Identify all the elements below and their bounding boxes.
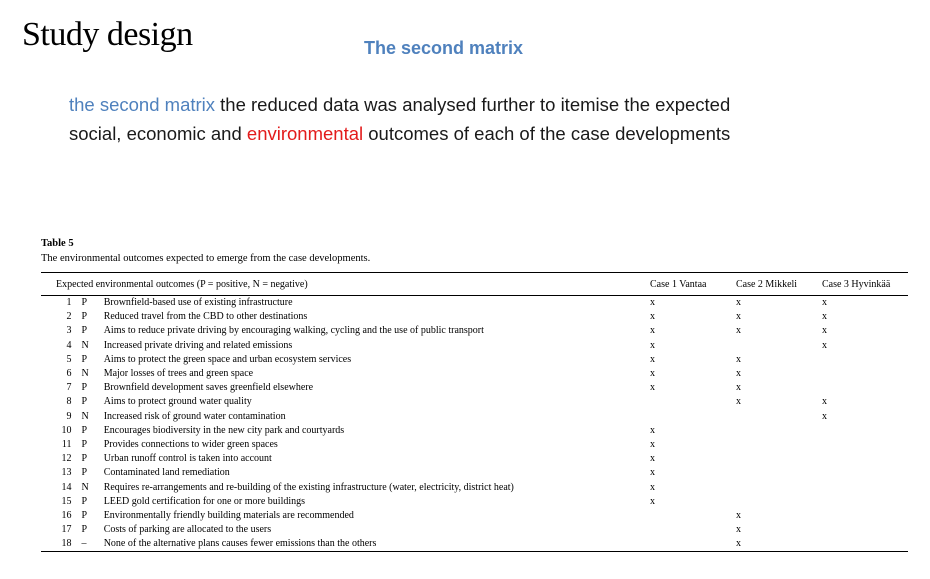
row-type: P xyxy=(81,325,88,337)
row-case-2-mark: x xyxy=(735,325,741,337)
table-label: Table 5 xyxy=(41,238,74,249)
row-description: None of the alternative plans causes fewer emissions than the others xyxy=(103,538,377,550)
row-case-2-mark xyxy=(736,339,822,353)
table-row xyxy=(41,424,908,438)
row-description: Contaminated land remediation xyxy=(103,467,230,479)
row-type: P xyxy=(81,453,88,465)
row-type: P xyxy=(81,509,88,521)
row-description: Aims to protect ground water quality xyxy=(103,396,252,408)
row-case-2-mark: x xyxy=(735,538,741,550)
row-case-2-mark xyxy=(736,424,822,438)
table-row xyxy=(41,495,908,509)
row-case-1-mark xyxy=(650,410,736,424)
row-case-3-mark xyxy=(822,509,908,523)
row-number: 18 xyxy=(61,538,72,550)
row-description: Increased risk of ground water contamination xyxy=(103,410,286,422)
row-case-1-mark: x xyxy=(650,453,655,465)
row-type: P xyxy=(81,495,88,507)
header-case-3: Case 3 Hyvinkää xyxy=(821,278,891,290)
slide-subtitle: The second matrix xyxy=(364,38,524,58)
body-text-middle: the reduced data was analysed further to itemise the expected social, economic and xyxy=(69,94,731,144)
header-case-1: Case 1 Vantaa xyxy=(650,278,707,290)
row-case-2-mark: x xyxy=(735,353,741,365)
row-type: P xyxy=(81,467,88,479)
row-description: Aims to reduce private driving by encouraging walking, cycling and the use of public transport xyxy=(103,325,484,337)
table-row xyxy=(41,353,908,367)
row-number: 5 xyxy=(66,353,72,365)
row-type: P xyxy=(81,311,88,323)
row-case-2-mark: x xyxy=(735,297,741,309)
row-case-3-mark: x xyxy=(821,325,827,337)
table-caption: The environmental outcomes expected to emerge from the case developments. xyxy=(41,253,371,264)
row-type: P xyxy=(81,438,88,450)
table-body xyxy=(41,296,908,552)
row-number: 12 xyxy=(61,453,72,465)
row-case-1-mark: x xyxy=(650,339,655,351)
row-number: 16 xyxy=(61,509,72,521)
row-case-1-mark: x xyxy=(650,311,655,323)
header-case-2: Case 2 Mikkeli xyxy=(735,278,798,290)
row-description: LEED gold certification for one or more buildings xyxy=(103,495,306,507)
row-case-3-mark xyxy=(822,367,908,381)
row-description: Encourages biodiversity in the new city park and courtyards xyxy=(103,424,345,436)
row-number: 15 xyxy=(61,495,72,507)
row-description: Brownfield-based use of existing infrastructure xyxy=(103,297,293,309)
body-highlight-second-matrix: the second matrix xyxy=(69,94,216,115)
row-case-1-mark xyxy=(650,537,736,552)
outcomes-table xyxy=(41,272,908,552)
row-case-2-mark: x xyxy=(735,311,741,323)
row-case-1-mark: x xyxy=(650,382,655,394)
row-description: Major losses of trees and green space xyxy=(103,368,254,380)
row-description: Costs of parking are allocated to the users xyxy=(103,524,272,536)
row-case-1-mark: x xyxy=(650,325,655,337)
row-case-2-mark: x xyxy=(735,524,741,536)
row-case-3-mark xyxy=(822,424,908,438)
row-type: P xyxy=(81,382,88,394)
body-highlight-environmental: environmental xyxy=(246,123,364,144)
row-description: Provides connections to wider green spaces xyxy=(103,438,278,450)
row-case-3-mark xyxy=(822,537,908,552)
row-type: – xyxy=(81,538,87,550)
row-case-2-mark xyxy=(736,410,822,424)
row-number: 3 xyxy=(66,325,72,337)
table-row xyxy=(41,324,908,338)
row-type: N xyxy=(81,368,89,380)
row-number: 6 xyxy=(66,368,72,380)
row-description: Reduced travel from the CBD to other destinations xyxy=(103,311,308,323)
header-outcomes: Expected environmental outcomes (P = positive, N = negative) xyxy=(56,278,308,290)
row-description: Increased private driving and related emissions xyxy=(103,339,293,351)
row-description: Aims to protect the green space and urban ecosystem services xyxy=(103,353,352,365)
row-number: 1 xyxy=(66,297,72,309)
row-case-1-mark: x xyxy=(650,481,655,493)
row-case-3-mark xyxy=(822,466,908,480)
table-row xyxy=(41,480,908,494)
row-case-1-mark: x xyxy=(650,495,655,507)
row-number: 17 xyxy=(61,524,72,536)
row-case-1-mark xyxy=(650,395,736,409)
row-case-3-mark xyxy=(822,381,908,395)
row-case-3-mark: x xyxy=(821,311,827,323)
body-paragraph xyxy=(69,90,769,148)
row-case-1-mark: x xyxy=(650,424,655,436)
row-type: N xyxy=(81,410,89,422)
row-number: 2 xyxy=(66,311,72,323)
row-type: P xyxy=(81,353,88,365)
table-row xyxy=(41,509,908,523)
row-case-1-mark: x xyxy=(650,368,655,380)
row-description: Brownfield development saves greenfield elsewhere xyxy=(103,382,314,394)
slide-title: Study design xyxy=(22,16,193,53)
row-case-1-mark: x xyxy=(650,353,655,365)
table-row xyxy=(41,367,908,381)
row-case-3-mark: x xyxy=(821,396,827,408)
row-case-3-mark: x xyxy=(821,339,827,351)
row-number: 14 xyxy=(61,481,72,493)
row-case-3-mark xyxy=(822,353,908,367)
row-description: Urban runoff control is taken into account xyxy=(103,453,272,465)
table-row xyxy=(41,452,908,466)
row-case-2-mark xyxy=(736,495,822,509)
row-case-1-mark: x xyxy=(650,297,655,309)
row-description: Requires re-arrangements and re-building of the existing infrastructure (water, electricity, district heat) xyxy=(103,481,514,493)
row-case-3-mark: x xyxy=(821,410,827,422)
row-type: P xyxy=(81,524,88,536)
table-row xyxy=(41,523,908,537)
row-case-1-mark xyxy=(650,509,736,523)
row-case-2-mark: x xyxy=(735,382,741,394)
table-row xyxy=(41,395,908,409)
row-case-2-mark xyxy=(736,452,822,466)
row-type: N xyxy=(81,481,89,493)
row-case-2-mark xyxy=(736,480,822,494)
row-number: 10 xyxy=(61,424,72,436)
row-case-3-mark xyxy=(822,438,908,452)
row-case-3-mark xyxy=(822,495,908,509)
row-number: 11 xyxy=(61,438,72,450)
row-type: P xyxy=(81,424,88,436)
row-description: Environmentally friendly building materials are recommended xyxy=(103,509,354,521)
table-row xyxy=(41,466,908,480)
row-case-2-mark: x xyxy=(735,368,741,380)
body-text-end: outcomes of each of the case developments xyxy=(363,123,731,144)
row-type: P xyxy=(81,396,88,408)
row-case-2-mark: x xyxy=(735,509,741,521)
row-number: 7 xyxy=(66,382,72,394)
table-row xyxy=(41,310,908,324)
table-header-row xyxy=(41,273,908,296)
row-number: 8 xyxy=(66,396,72,408)
row-type: N xyxy=(81,339,89,351)
row-number: 13 xyxy=(61,467,72,479)
table-row xyxy=(41,537,908,552)
row-number: 9 xyxy=(66,410,72,422)
table-row xyxy=(41,438,908,452)
row-case-3-mark xyxy=(822,523,908,537)
table-row xyxy=(41,381,908,395)
row-case-1-mark: x xyxy=(650,467,655,479)
row-case-2-mark xyxy=(736,438,822,452)
row-case-1-mark xyxy=(650,523,736,537)
table-row xyxy=(41,410,908,424)
row-case-2-mark: x xyxy=(735,396,741,408)
row-case-3-mark xyxy=(822,452,908,466)
row-case-3-mark xyxy=(822,480,908,494)
row-case-1-mark: x xyxy=(650,438,655,450)
table-row xyxy=(41,339,908,353)
row-type: P xyxy=(81,297,88,309)
row-number: 4 xyxy=(66,339,72,351)
table-row xyxy=(41,296,908,311)
row-case-2-mark xyxy=(736,466,822,480)
row-case-3-mark: x xyxy=(821,297,827,309)
